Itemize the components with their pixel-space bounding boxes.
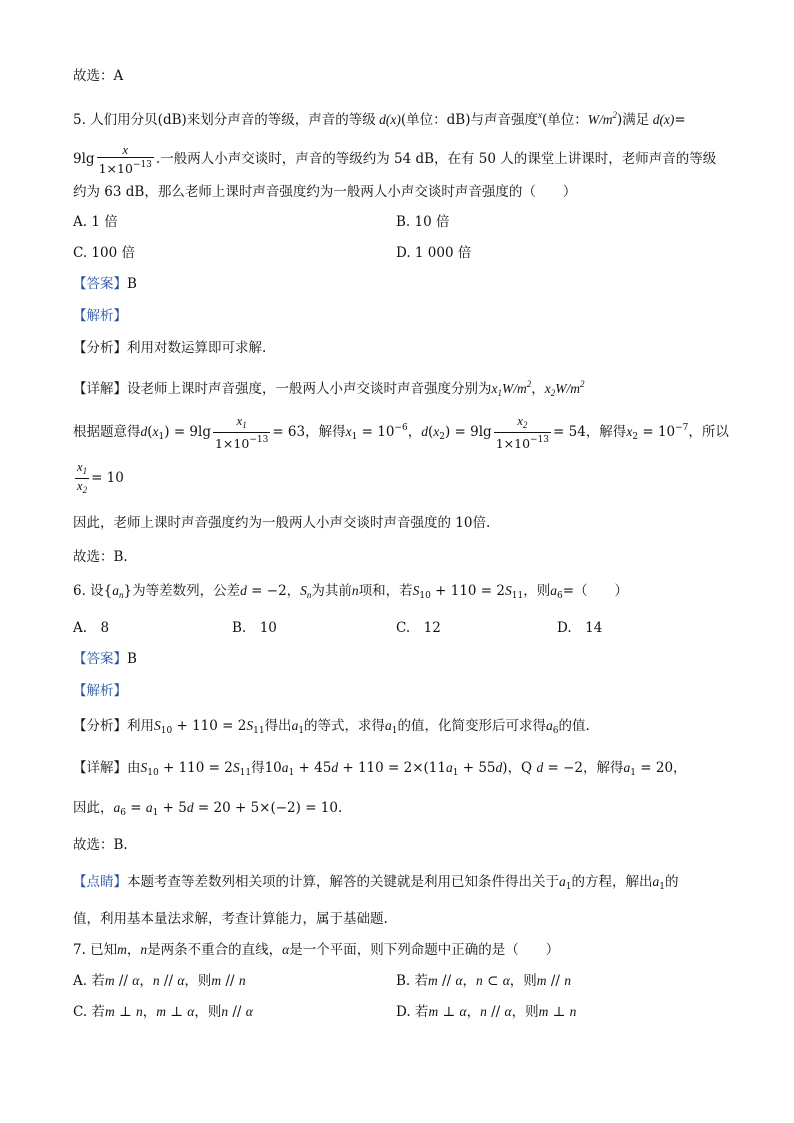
q5-stem-line-3: 约为 63 dB，那么老师上课时声音强度约为一般两人小声交谈时声音强度的（ ） bbox=[73, 184, 577, 200]
q7-option-a: A. 若m // α，n // α，则m // n bbox=[73, 973, 246, 989]
q5-option-d: D. 1 000 倍 bbox=[396, 245, 472, 261]
math-x: x bbox=[538, 110, 542, 120]
q7-option-c: C. 若m ⊥ n，m ⊥ α，则n // α bbox=[73, 1004, 253, 1020]
q7-option-d: D. 若m ⊥ α，n // α，则m ⊥ n bbox=[396, 1004, 577, 1020]
q6-xiangjie-1: 【详解】由$S_{10} + 110 = 2S_{11}$得$10a_1 + 45d + 110 = 2\times(11a_1 + 55d)$，Q d = −2，解得$a_1 = 20$， bbox=[73, 760, 687, 778]
q6-option-a: A. 8 bbox=[73, 620, 110, 636]
q5-choose: 故选：B. bbox=[73, 549, 128, 565]
q5-option-a: A. 1 倍 bbox=[73, 214, 118, 230]
q6-xiangjie-2: 因此，$a_6 = a_1 + 5d = 20 + 5\times(-2) = 10$. bbox=[73, 800, 343, 818]
q6-answer: 【答案】B bbox=[73, 651, 137, 667]
q7-stem: 7. 已知m，n是两条不重合的直线，α是一个平面，则下列命题中正确的是（ ） bbox=[73, 942, 560, 958]
q6-dianjing-1: 【点睛】本题考查等差数列相关项的计算，解答的关键就是利用已知条件得出关于$a_1$的方程，解出$a_1$的 bbox=[73, 874, 679, 892]
q5-xiangjie-line-1: 【详解】设老师上课时声音强度，一般两人小声交谈时声音强度分别为$x_1W/m^2$，$x_2W/m^2$ bbox=[73, 379, 585, 398]
q6-option-b: B. 10 bbox=[232, 620, 277, 636]
math-dx: d(x) bbox=[375, 112, 401, 127]
q4-answer-line: 故选：A bbox=[73, 68, 124, 84]
q6-dianjing-2: 值，利用基本量法求解，考查计算能力，属于基础题. bbox=[73, 911, 388, 927]
q5-analysis-tag: 【解析】 bbox=[73, 308, 127, 324]
q5-answer: 【答案】B bbox=[73, 276, 137, 292]
q5-option-c: C. 100 倍 bbox=[73, 245, 135, 261]
q6-fenxi: 【分析】利用$S_{10} + 110 = 2S_{11}$得出$a_1$的等式，求得$a_1$的值，化简变形后可求得$a_6$的值. bbox=[73, 718, 590, 736]
q5-option-b: B. 10 倍 bbox=[396, 214, 450, 230]
q5-fenxi: 【分析】利用对数运算即可求解. bbox=[73, 340, 267, 356]
math-fraction: $\frac{x}{1\times 10^{-13}}$ bbox=[98, 143, 152, 176]
q5-stem-line-1: 5. 人们用分贝(dB)来划分声音的等级，声音的等级 d(x)(单位：dB)与声音强度$^x$(单位：$W/m^2$)满足 d(x)= bbox=[73, 110, 686, 128]
q7-option-b: B. 若m // α，n ⊂ α，则m // n bbox=[396, 973, 571, 989]
q6-option-d: D. 14 bbox=[557, 620, 603, 636]
q6-stem: 6. 设$\{a_n\}$为等差数列，公差d = −2，$S_n$为其前n项和，若$S_{10} + 110 = 2S_{11}$，则$a_6=$（ ） bbox=[73, 583, 629, 601]
math-unit: $W/m^2$ bbox=[587, 110, 618, 127]
q5-xiangjie-line-2: 根据题意得$d(x_1) = 9\lg$ $\frac{x_1}{1\times 10^{-13}}$ = 63，解得$x_1 = 10^{-6}$，$d(x_2) = 9\lg$ $\frac{x_2}{1\times 10^{-13}}$ = 54，解得$x_2 = 10^{-7}$，所以 bbox=[73, 414, 729, 451]
q6-analysis-tag: 【解析】 bbox=[73, 683, 127, 699]
q6-option-c: C. 12 bbox=[396, 620, 441, 636]
q5-stem-line-2: 9lg $\frac{x}{1\times 10^{-13}}$ .一般两人小声交谈时，声音的等级约为 54 dB，在有 50 人的课堂上讲课时，老师声音的等级 bbox=[73, 143, 717, 176]
q5-ratio: $\frac{x_1}{x_2}$ = 10 bbox=[77, 460, 124, 495]
q6-choose: 故选：B. bbox=[73, 837, 128, 853]
q5-conclusion: 因此，老师上课时声音强度约为一般两人小声交谈时声音强度的 10倍. bbox=[73, 515, 491, 531]
math-dx-2: d(x) bbox=[649, 112, 675, 127]
